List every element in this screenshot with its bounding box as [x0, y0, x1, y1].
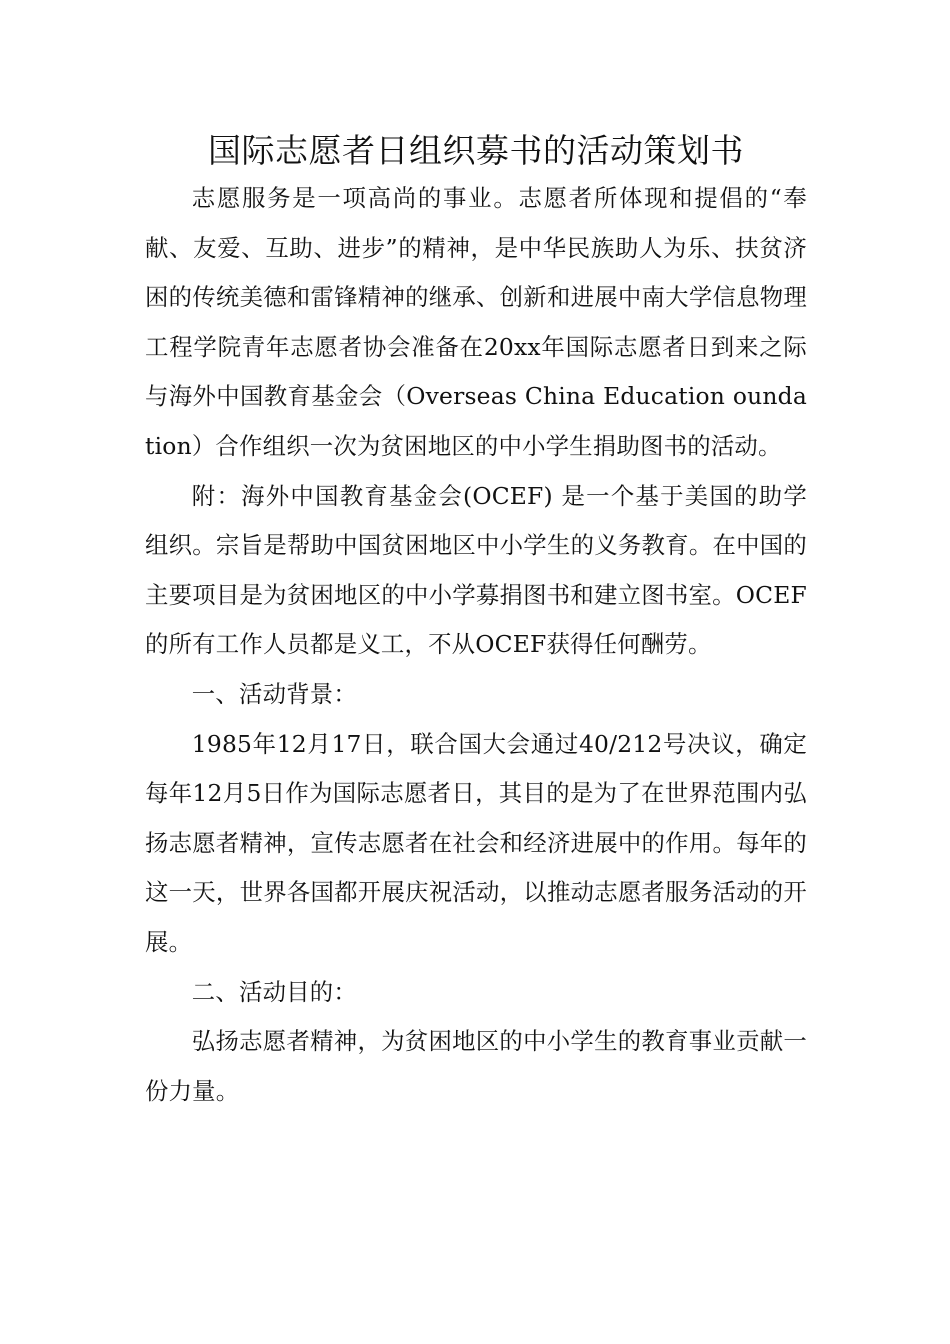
section-heading-purpose: 二、活动目的： [191, 977, 357, 1006]
paragraph-intro: 志愿服务是一项高尚的事业。志愿者所体现和提倡的“奉献、友爱、互助、进步”的精神，是中华民族助人为乐、扶贫济困的传统美德和雷锋精神的继承、创新和进展中南大学信息物理工程学院青年志愿者协会准备在20xx年国际志愿者日到来之际与海外中国教育基金会（Overseas China Education oundation）合作组织一次为贫困地区的中小学生捐助图书的活动。 [145, 184, 807, 460]
document-title: 国际志愿者日组织募书的活动策划书 [208, 131, 744, 170]
paragraph-ocef-note: 附：海外中国教育基金会(OCEF) 是一个基于美国的助学组织。宗旨是帮助中国贫困地区中小学生的义务教育。在中国的主要项目是为贫困地区的中小学募捐图书和建立图书室。OCEF的所有工作人员都是义工，不从OCEF获得任何酬劳。 [145, 481, 807, 659]
document-body [145, 128, 807, 1116]
paragraph-purpose: 弘扬志愿者精神，为贫困地区的中小学生的教育事业贡献一份力量。 [145, 1027, 807, 1105]
section-heading-background: 一、活动背景： [191, 679, 357, 708]
paragraph-background: 1985年12月17日，联合国大会通过40/212号决议，确定每年12月5日作为国际志愿者日，其目的是为了在世界范围内弘扬志愿者精神，宣传志愿者在社会和经济进展中的作用。每年的这一天，世界各国都开展庆祝活动，以推动志愿者服务活动的开展。 [145, 729, 807, 956]
